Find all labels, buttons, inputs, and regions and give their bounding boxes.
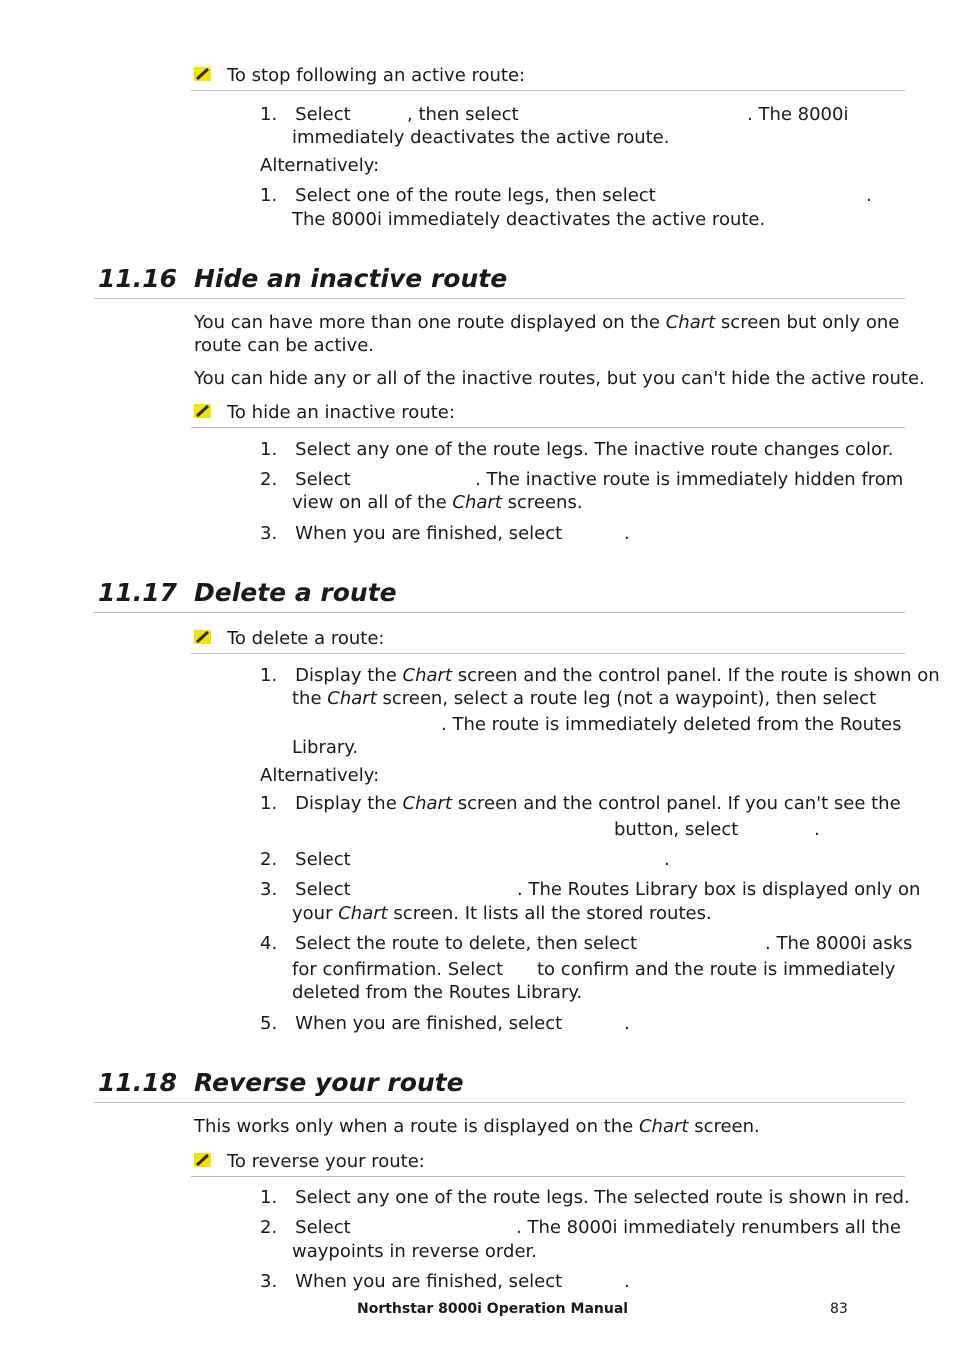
step-text: button, select	[614, 819, 739, 840]
step-text: . The 8000i immediately renumbers all the	[516, 1217, 902, 1238]
procedure-pencil-icon	[194, 1152, 212, 1168]
section-rule	[94, 1102, 905, 1103]
section-title: Reverse your route	[194, 1068, 464, 1097]
paragraph-text: route can be active.	[194, 335, 374, 356]
text-run: screen.	[694, 1116, 760, 1137]
step-text	[260, 664, 940, 687]
step-text: . The Routes Library box is displayed only on	[517, 879, 921, 900]
step-text: 3. When you are finished, select	[260, 1271, 563, 1292]
step-text: .	[866, 185, 872, 206]
text-run: screen but only one	[720, 312, 900, 333]
step-text	[260, 792, 901, 815]
section-rule	[94, 612, 905, 613]
procedure-heading: To hide an inactive route:	[227, 402, 455, 423]
step-text: 4. Select the route to delete, then select	[260, 933, 638, 954]
chart-term: Chart	[338, 903, 388, 924]
text-run: screen, select a route leg (not a waypoint), then select	[382, 688, 877, 709]
chart-term: Chart	[327, 688, 377, 709]
text-run: This works only when a route is displayed on the	[194, 1116, 634, 1137]
text-run: You can have more than one route displayed on the	[194, 312, 660, 333]
step-text: .	[814, 819, 820, 840]
section-number: 11.18	[98, 1068, 178, 1097]
divider	[191, 1176, 905, 1177]
chart-term: Chart	[452, 492, 502, 513]
text-run: your	[292, 903, 333, 924]
chart-term: Chart	[402, 793, 452, 814]
step-text: 5. When you are finished, select	[260, 1013, 563, 1034]
chart-term: Chart	[665, 312, 716, 333]
step-text: to confirm and the route is immediately	[537, 959, 896, 980]
section-number: 11.16	[98, 264, 178, 293]
step-text: 3. When you are finished, select	[260, 523, 563, 544]
text-run: screens.	[507, 492, 583, 513]
step-text: 1. Select any one of the route legs. The inactive route changes color.	[260, 439, 894, 460]
step-text	[292, 902, 712, 925]
divider	[191, 90, 905, 91]
step-text: 1. Select one of the route legs, then select	[260, 185, 656, 206]
alternatively-label: Alternatively:	[260, 155, 380, 176]
step-text: .	[624, 1271, 630, 1292]
step-text: , then select	[407, 104, 519, 125]
text-run: screen and the control panel. If the route is shown on	[457, 665, 940, 686]
step-text: .	[624, 523, 630, 544]
step-text: 1. Select	[260, 104, 351, 125]
step-text: for confirmation. Select	[292, 959, 504, 980]
step-text: waypoints in reverse order.	[292, 1241, 537, 1262]
section-title: Delete a route	[194, 578, 397, 607]
footer-manual-title: Northstar 8000i Operation Manual	[357, 1301, 629, 1317]
chart-term: Chart	[638, 1116, 689, 1137]
alternatively-label: Alternatively:	[260, 765, 380, 786]
step-text: . The 8000i	[747, 104, 849, 125]
text-run: screen and the control panel. If you can't see the	[457, 793, 901, 814]
step-text: immediately deactivates the active route.	[292, 127, 670, 148]
procedure-pencil-icon	[194, 629, 212, 645]
text-run: the	[292, 688, 322, 709]
step-text: . The route is immediately deleted from the Routes	[441, 714, 902, 735]
page-number: 83	[830, 1301, 848, 1317]
step-text: .	[664, 849, 670, 870]
paragraph-text	[194, 1115, 760, 1138]
step-text: 2. Select	[260, 849, 351, 870]
paragraph-text	[194, 311, 899, 334]
procedure-heading: To stop following an active route:	[227, 65, 526, 86]
step-text	[292, 491, 583, 514]
step-text: deleted from the Routes Library.	[292, 982, 583, 1003]
step-text: 2. Select	[260, 1217, 351, 1238]
section-title: Hide an inactive route	[194, 264, 508, 293]
step-text: 2. Select	[260, 469, 351, 490]
step-text: 3. Select	[260, 879, 351, 900]
divider	[191, 653, 905, 654]
procedure-pencil-icon	[194, 66, 212, 82]
procedure-heading: To reverse your route:	[227, 1151, 425, 1172]
section-number: 11.17	[98, 578, 178, 607]
step-text	[292, 687, 876, 710]
step-text: The 8000i immediately deactivates the active route.	[292, 209, 766, 230]
divider	[191, 427, 905, 428]
step-text: 1. Select any one of the route legs. The selected route is shown in red.	[260, 1187, 910, 1208]
step-text: . The inactive route is immediately hidden from	[475, 469, 904, 490]
step-text: . The 8000i asks	[765, 933, 913, 954]
procedure-heading: To delete a route:	[227, 628, 385, 649]
text-run: 1. Display the	[260, 665, 397, 686]
procedure-pencil-icon	[194, 403, 212, 419]
section-rule	[94, 298, 905, 299]
paragraph-text: You can hide any or all of the inactive routes, but you can't hide the active route.	[194, 368, 925, 389]
chart-term: Chart	[402, 665, 452, 686]
text-run: screen. It lists all the stored routes.	[393, 903, 712, 924]
text-run: view on all of the	[292, 492, 447, 513]
text-run: 1. Display the	[260, 793, 397, 814]
step-text: Library.	[292, 737, 359, 758]
step-text: .	[624, 1013, 630, 1034]
